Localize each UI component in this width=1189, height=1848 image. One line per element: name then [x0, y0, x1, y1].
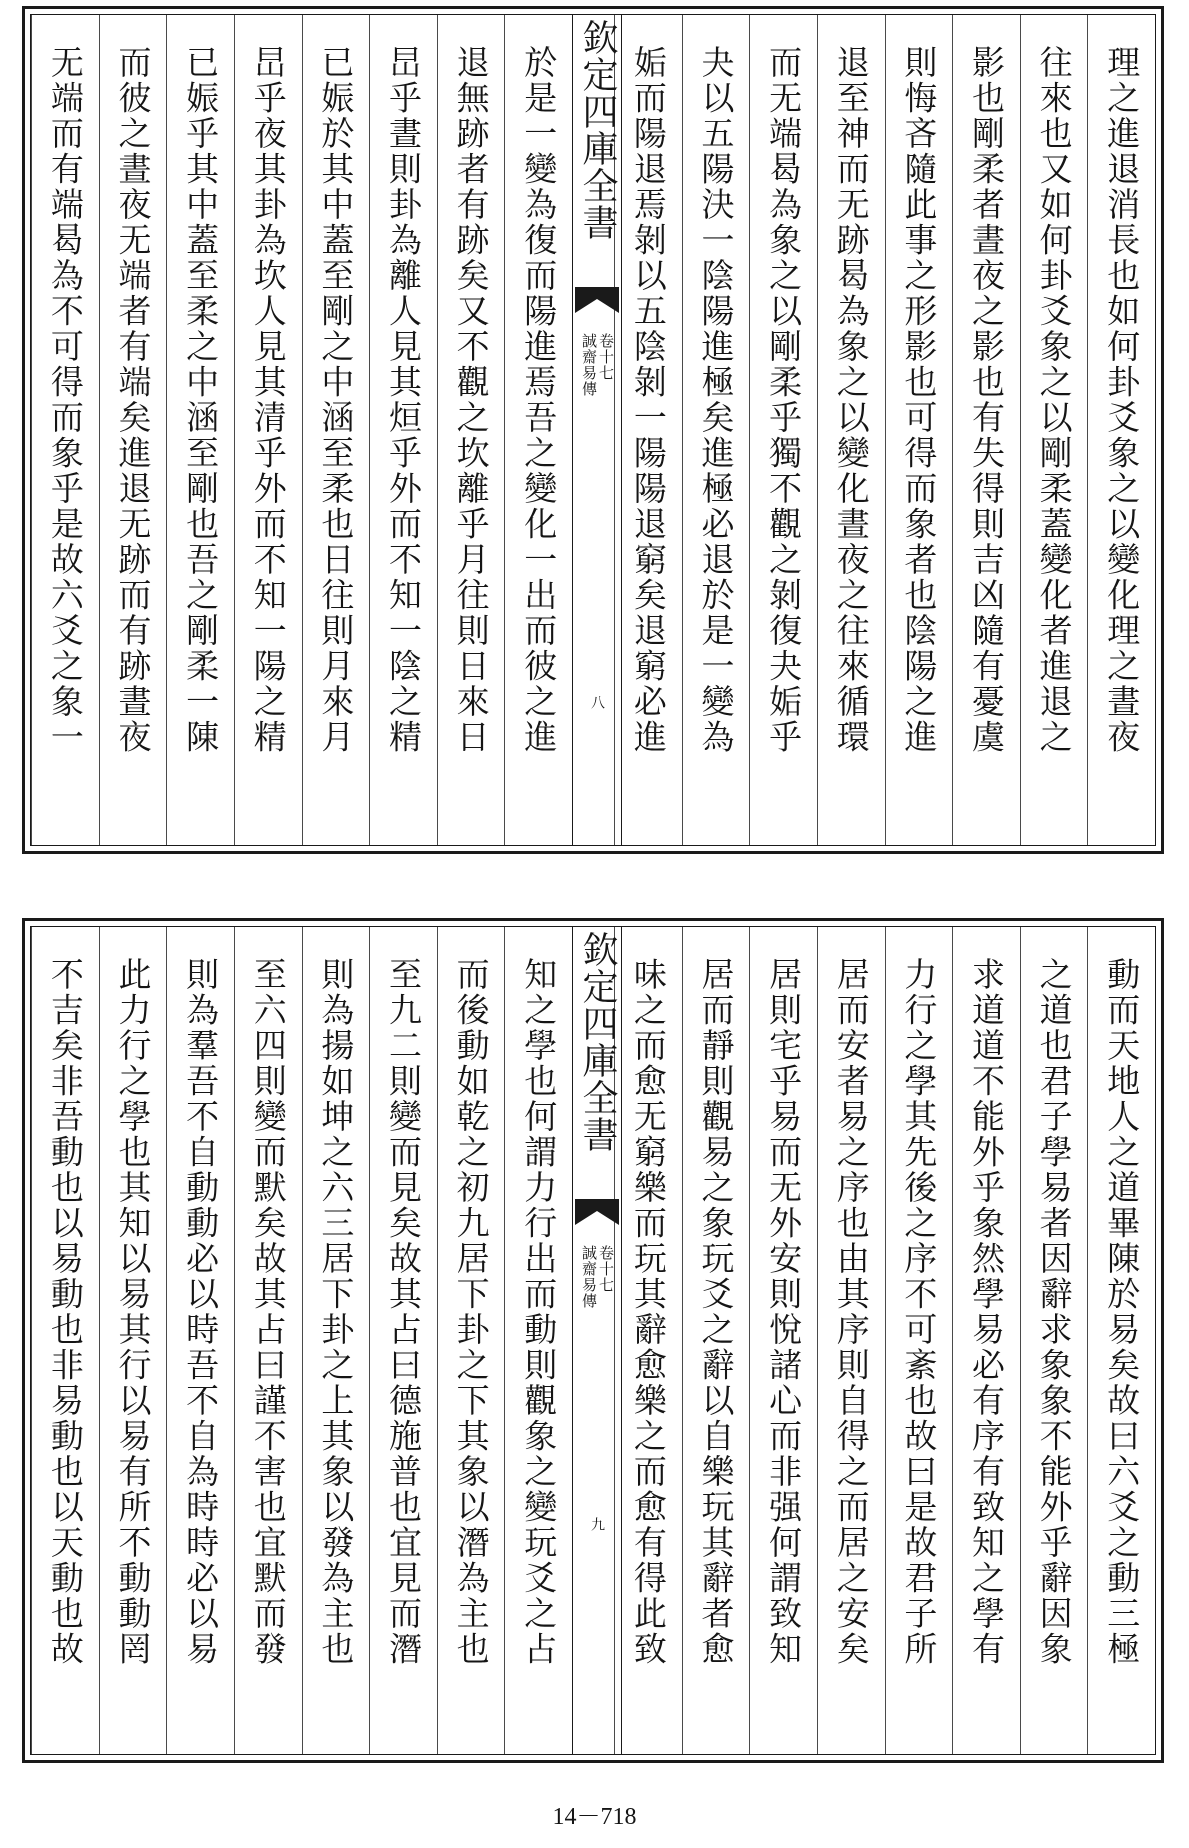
column-text: 求道道不能外乎象然學易必有序有致知之學有: [966, 957, 1006, 1667]
top-page-frame: [30, 14, 1156, 846]
text-column: [749, 927, 817, 1754]
text-column: [1087, 927, 1155, 1754]
text-column: [302, 927, 370, 1754]
text-column: [369, 927, 437, 1754]
book-info: [573, 1245, 621, 1309]
column-text: 而无端曷為象之以剛柔乎獨不觀之剝復夬姤乎: [764, 45, 804, 755]
text-column: [437, 927, 505, 1754]
fishtail-ornament-icon: [575, 287, 619, 313]
text-column: [234, 15, 302, 845]
text-column: [302, 15, 370, 845]
bottom-right-half: [614, 927, 1155, 1754]
top-page: [22, 6, 1164, 854]
column-text: 理之進退消長也如何卦爻象之以變化理之晝夜: [1102, 45, 1142, 755]
text-column: [437, 15, 505, 845]
column-text: 動而天地人之道畢陳於易矣故曰六爻之動三極: [1102, 957, 1142, 1667]
bottom-page: [22, 918, 1164, 1763]
text-column: [234, 927, 302, 1754]
text-column: [817, 15, 885, 845]
column-text: 已娠乎其中蓋至柔之中涵至剛也吾之剛柔一陳: [181, 45, 221, 755]
text-column: [952, 15, 1020, 845]
column-text: 居而安者易之序也由其序則自得之而居之安矣: [831, 957, 871, 1667]
folio-number: [573, 695, 621, 709]
top-left-half: [31, 15, 572, 845]
text-column: [504, 927, 572, 1754]
column-text: 而後動如乾之初九居下卦之下其象以潛為主也: [451, 957, 491, 1667]
text-column: [952, 927, 1020, 1754]
text-column: [682, 15, 750, 845]
column-text: 退至神而无跡曷為象之以變化晝夜之往來循環: [831, 45, 871, 755]
text-column: [885, 15, 953, 845]
text-column: [1020, 15, 1088, 845]
text-column: [1020, 927, 1088, 1754]
text-column: [504, 15, 572, 845]
column-text: 居則宅乎易而无外安則悅諸心而非强何謂致知: [764, 957, 804, 1667]
column-text: 旵乎晝則卦為離人見其烜乎外而不知一陰之精: [383, 45, 423, 755]
series-title-text: 欽定四庫全書: [577, 931, 618, 1153]
volume-label: 卷十七: [597, 1245, 615, 1293]
series-title: [573, 19, 621, 241]
text-column: [31, 927, 99, 1754]
column-text: 此力行之學也其知以易其行以易有所不動動罔: [113, 957, 153, 1667]
column-text: 旵乎夜其卦為坎人見其清乎外而不知一陽之精: [248, 45, 288, 755]
book-title: 誠齋易傳: [580, 1245, 598, 1309]
folio-text: 八: [589, 695, 605, 709]
column-text: 居而靜則觀易之象玩爻之辭以自樂玩其辭者愈: [696, 957, 736, 1667]
folio-number: [573, 1517, 621, 1531]
center-gutter: [572, 15, 622, 845]
bottom-page-frame: [30, 926, 1156, 1755]
column-text: 而彼之晝夜无端者有端矣進退无跡而有跡晝夜: [113, 45, 153, 755]
bottom-left-half: [31, 927, 572, 1754]
column-text: 則為羣吾不自動動必以時吾不自為時時必以易: [181, 957, 221, 1667]
book-title: 誠齋易傳: [580, 333, 598, 397]
column-text: 姤而陽退焉剝以五陰剝一陽陽退窮矣退窮必進: [628, 45, 668, 755]
column-text: 味之而愈无窮樂而玩其辭愈樂之而愈有得此致: [628, 957, 668, 1667]
text-column: [369, 15, 437, 845]
column-text: 則悔吝隨此事之形影也可得而象者也陰陽之進: [899, 45, 939, 755]
text-column: [614, 15, 682, 845]
column-text: 夬以五陽決一陰陽進極矣進極必退於是一變為: [696, 45, 736, 755]
column-text: 已娠於其中蓋至剛之中涵至柔也日往則月來月: [316, 45, 356, 755]
text-column: [1087, 15, 1155, 845]
text-column: [614, 927, 682, 1754]
column-text: 退無跡者有跡矣又不觀之坎離乎月往則日來日: [451, 45, 491, 755]
column-text: 於是一變為復而陽進焉吾之變化一出而彼之進: [519, 45, 559, 755]
column-text: 至六四則變而默矣故其占曰謹不害也宜默而發: [248, 957, 288, 1667]
text-column: [749, 15, 817, 845]
column-text: 无端而有端曷為不可得而象乎是故六爻之象一: [45, 45, 85, 755]
volume-label: 卷十七: [597, 333, 615, 381]
text-column: [31, 15, 99, 845]
center-gutter: [572, 927, 622, 1754]
text-column: [99, 15, 167, 845]
column-text: 之道也君子學易者因辭求象象不能外乎辭因象: [1034, 957, 1074, 1667]
text-column: [885, 927, 953, 1754]
text-column: [99, 927, 167, 1754]
text-column: [817, 927, 885, 1754]
column-text: 知之學也何謂力行出而動則觀象之變玩爻之占: [519, 957, 559, 1667]
series-title: [573, 931, 621, 1153]
column-text: 則為揚如坤之六三居下卦之上其象以發為主也: [316, 957, 356, 1667]
text-column: [166, 15, 234, 845]
text-column: [166, 927, 234, 1754]
column-text: 至九二則變而見矣故其占曰德施普也宜見而潛: [383, 957, 423, 1667]
top-right-half: [614, 15, 1155, 845]
series-title-text: 欽定四庫全書: [577, 19, 618, 241]
column-text: 往來也又如何卦爻象之以剛柔蓋變化者進退之: [1034, 45, 1074, 755]
text-column: [682, 927, 750, 1754]
column-text: 力行之學其先後之序不可紊也故曰是故君子所: [899, 957, 939, 1667]
book-info: [573, 333, 621, 397]
column-text: 影也剛柔者晝夜之影也有失得則吉凶隨有憂虞: [966, 45, 1006, 755]
fishtail-ornament-icon: [575, 1199, 619, 1225]
column-text: 不吉矣非吾動也以易動也非易動也以天動也故: [45, 957, 85, 1667]
page-number: 14－718: [552, 1804, 637, 1830]
folio-text: 九: [589, 1517, 605, 1531]
